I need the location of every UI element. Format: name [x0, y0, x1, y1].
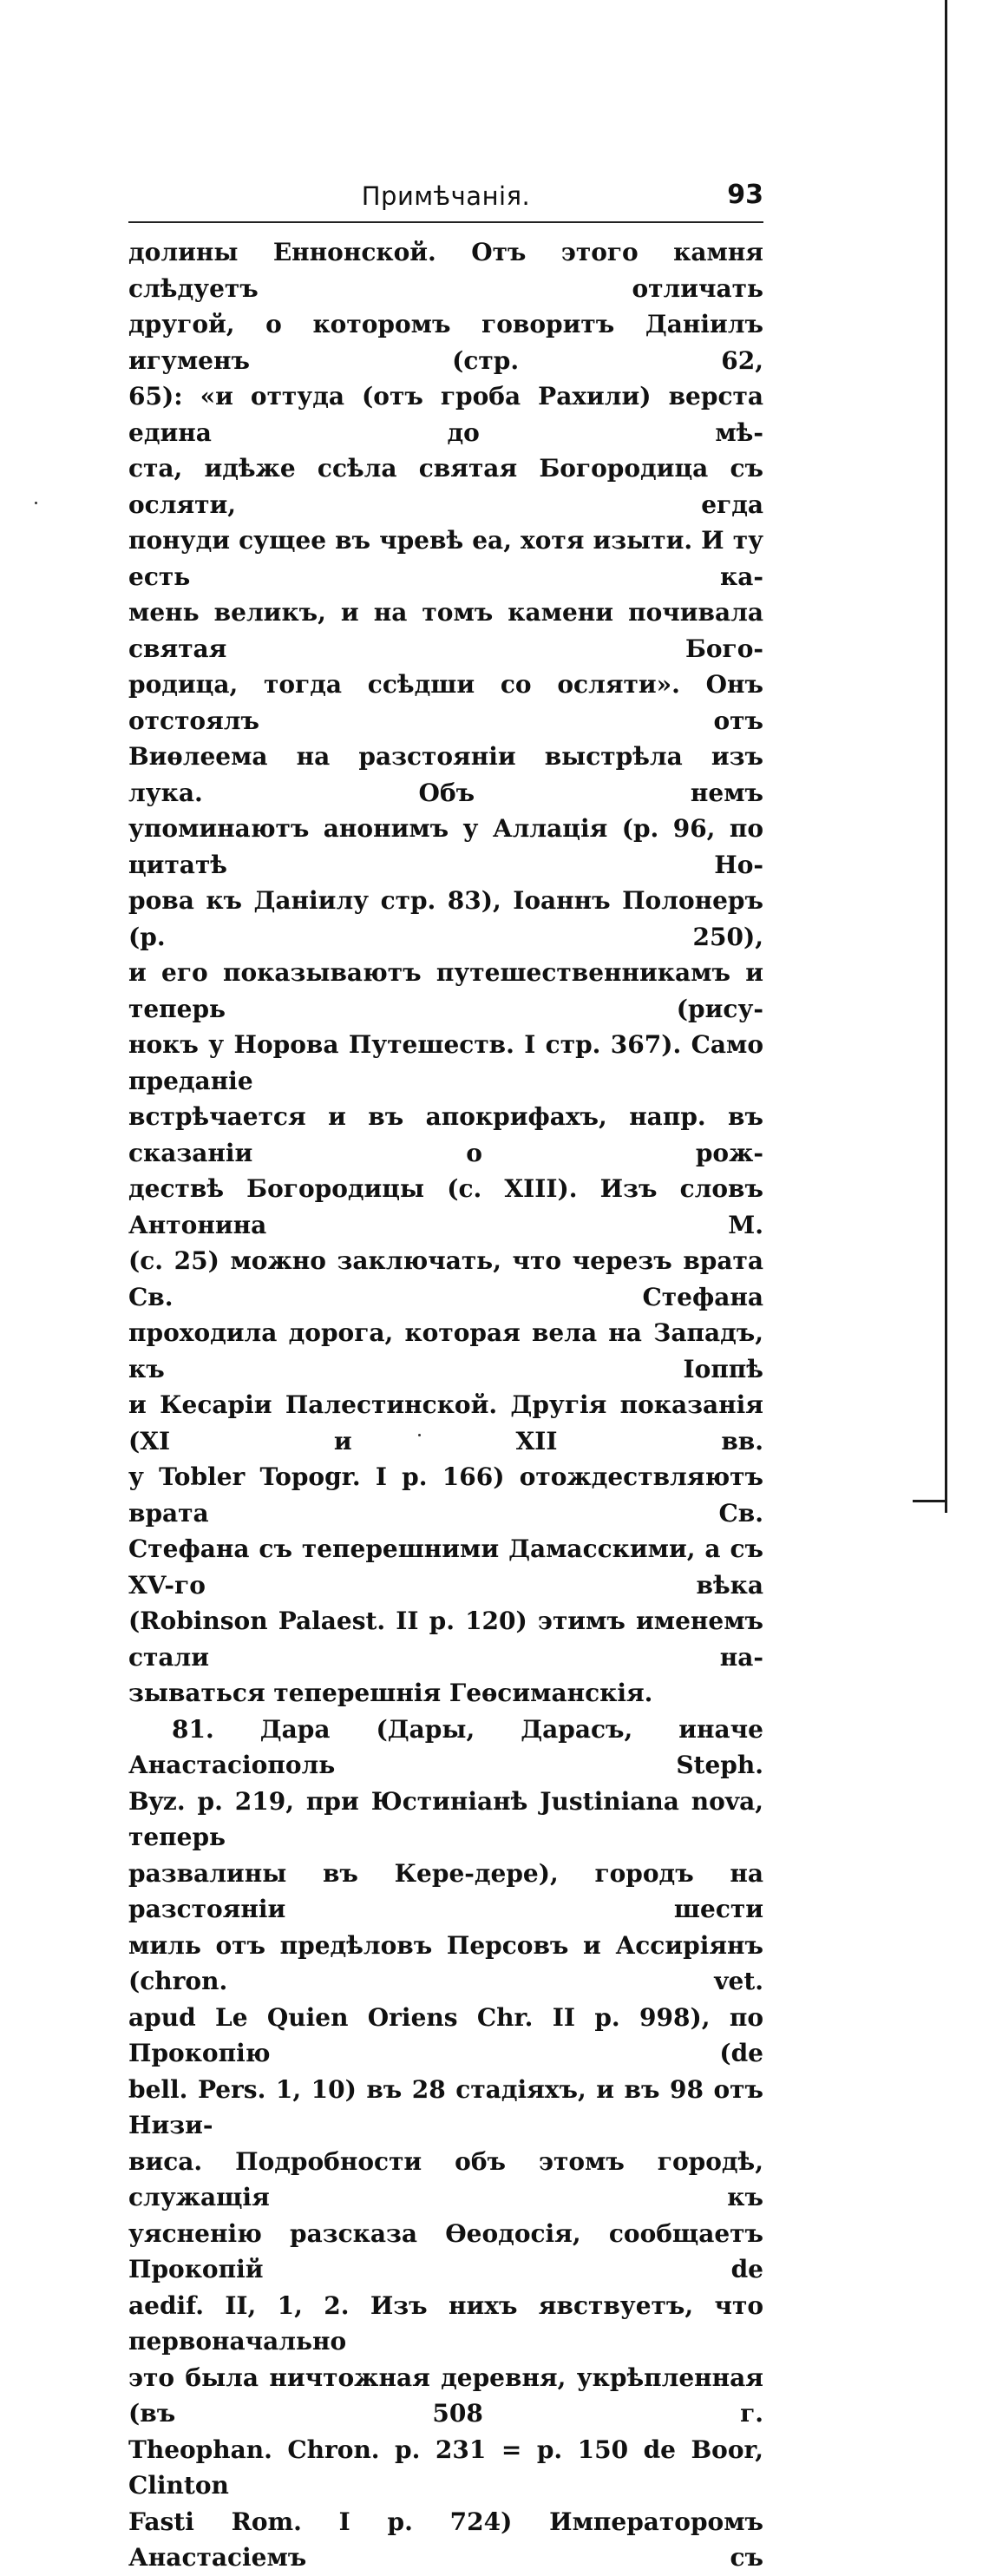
stray-dot	[35, 502, 37, 504]
text-line: у Tobler Topogr. I p. 166) отождествляютъ врата Св.	[128, 1462, 763, 1528]
text-line: уясненію разсказа Ѳеодосія, сообщаетъ Прокопій de	[128, 2218, 763, 2284]
text-line: упоминаютъ анонимъ у Аллація (р. 96, по цитатѣ Но-	[128, 814, 763, 879]
text-line: встрѣчается и въ апокрифахъ, напр. въ сказаніи о рож-	[128, 1102, 763, 1167]
text-line: долины Еннонской. Отъ этого камня слѣдуетъ отличать	[128, 238, 763, 303]
paragraph-2	[128, 1712, 763, 2576]
text-line: Виѳлеема на разстояніи выстрѣла изъ лука. Объ немъ	[128, 742, 763, 807]
text-line: рова къ Даніилу стр. 83), Іоаннъ Полонеръ (р. 250),	[128, 886, 763, 951]
text-line: другой, о которомъ говоритъ Даніилъ игуменъ (стр. 62,	[128, 310, 763, 375]
text-line: Стефана съ теперешними Дамасскими, а съ XV-го вѣка	[128, 1534, 763, 1600]
text-line: и Кесаріи Палестинской. Другія показанія (XI и XII вв.	[128, 1390, 763, 1456]
text-line: 65): «и оттуда (отъ гроба Рахили) верста едина до мѣ-	[128, 382, 763, 447]
page-edge-line	[945, 0, 947, 1475]
text-line: понуди сущее въ чревѣ еа, хотя изыти. И ту есть ка-	[128, 526, 763, 591]
text-line: проходила дорога, которая вела на Западъ, къ Іоппѣ	[128, 1318, 763, 1383]
text-line: Fasti Rom. I p. 724) Императоромъ Анастасіемъ съ	[128, 2507, 763, 2572]
text-line: зываться теперешнія Геѳсиманскія.	[128, 1679, 653, 1707]
page-header	[128, 178, 763, 223]
page-edge-line-bottom	[945, 1475, 947, 1513]
text-line: это была ничтожная деревня, укрѣпленная (въ 508 г.	[128, 2362, 763, 2428]
text-line: apud Le Quien Oriens Chr. II p. 998), по Прокопію (de	[128, 2002, 763, 2067]
text-line: мень великъ, и на томъ камени почивала святая Бого-	[128, 598, 763, 663]
body-text	[128, 234, 763, 2576]
text-line: родица, тогда ссѣдши со осляти». Онъ отстоялъ отъ	[128, 670, 763, 735]
text-line: миль отъ предѣловъ Персовъ и Ассиріянъ (chron. vet.	[128, 1930, 763, 1995]
text-line: (Robinson Palaest. II p. 120) этимъ именемъ стали на-	[128, 1607, 763, 1672]
text-line: (с. 25) можно заключать, что черезъ врата Св. Стефана	[128, 1246, 763, 1311]
page-corner-mark	[913, 1500, 947, 1502]
text-line: aedif. II, 1, 2. Изъ нихъ явствуетъ, что первоначально	[128, 2290, 763, 2356]
text-line: Byz. p. 219, при Юстиніанѣ Justiniana nova, теперь	[128, 1786, 763, 1851]
paragraph-1	[128, 234, 763, 1712]
text-line: нокъ у Норова Путешеств. I стр. 367). Само преданіе	[128, 1030, 763, 1095]
text-line: Theophan. Chron. p. 231 = p. 150 de Boor, Clinton	[128, 2435, 763, 2500]
text-line: bell. Pers. 1, 10) въ 28 стадіяхъ, и въ 98 отъ Низи-	[128, 2074, 763, 2139]
text-line: дествѣ Богородицы (с. XIII). Изъ словъ Антонина М.	[128, 1174, 763, 1239]
text-line: развалины въ Кере-дере), городъ на разстояніи шести	[128, 1858, 763, 1923]
page-number: 93	[727, 180, 763, 210]
text-line: и его показываютъ путешественникамъ и теперь (рису-	[128, 958, 763, 1023]
text-line: 81. Дара (Дары, Дарасъ, иначе Анастасіополь Steph.	[128, 1714, 763, 1779]
running-head: Примѣчанія.	[361, 181, 531, 211]
header-rule	[128, 221, 763, 223]
text-line: виса. Подробности объ этомъ городѣ, служащія къ	[128, 2146, 763, 2211]
text-line: ста, идѣже ссѣла святая Богородица съ осляти, егда	[128, 454, 763, 519]
